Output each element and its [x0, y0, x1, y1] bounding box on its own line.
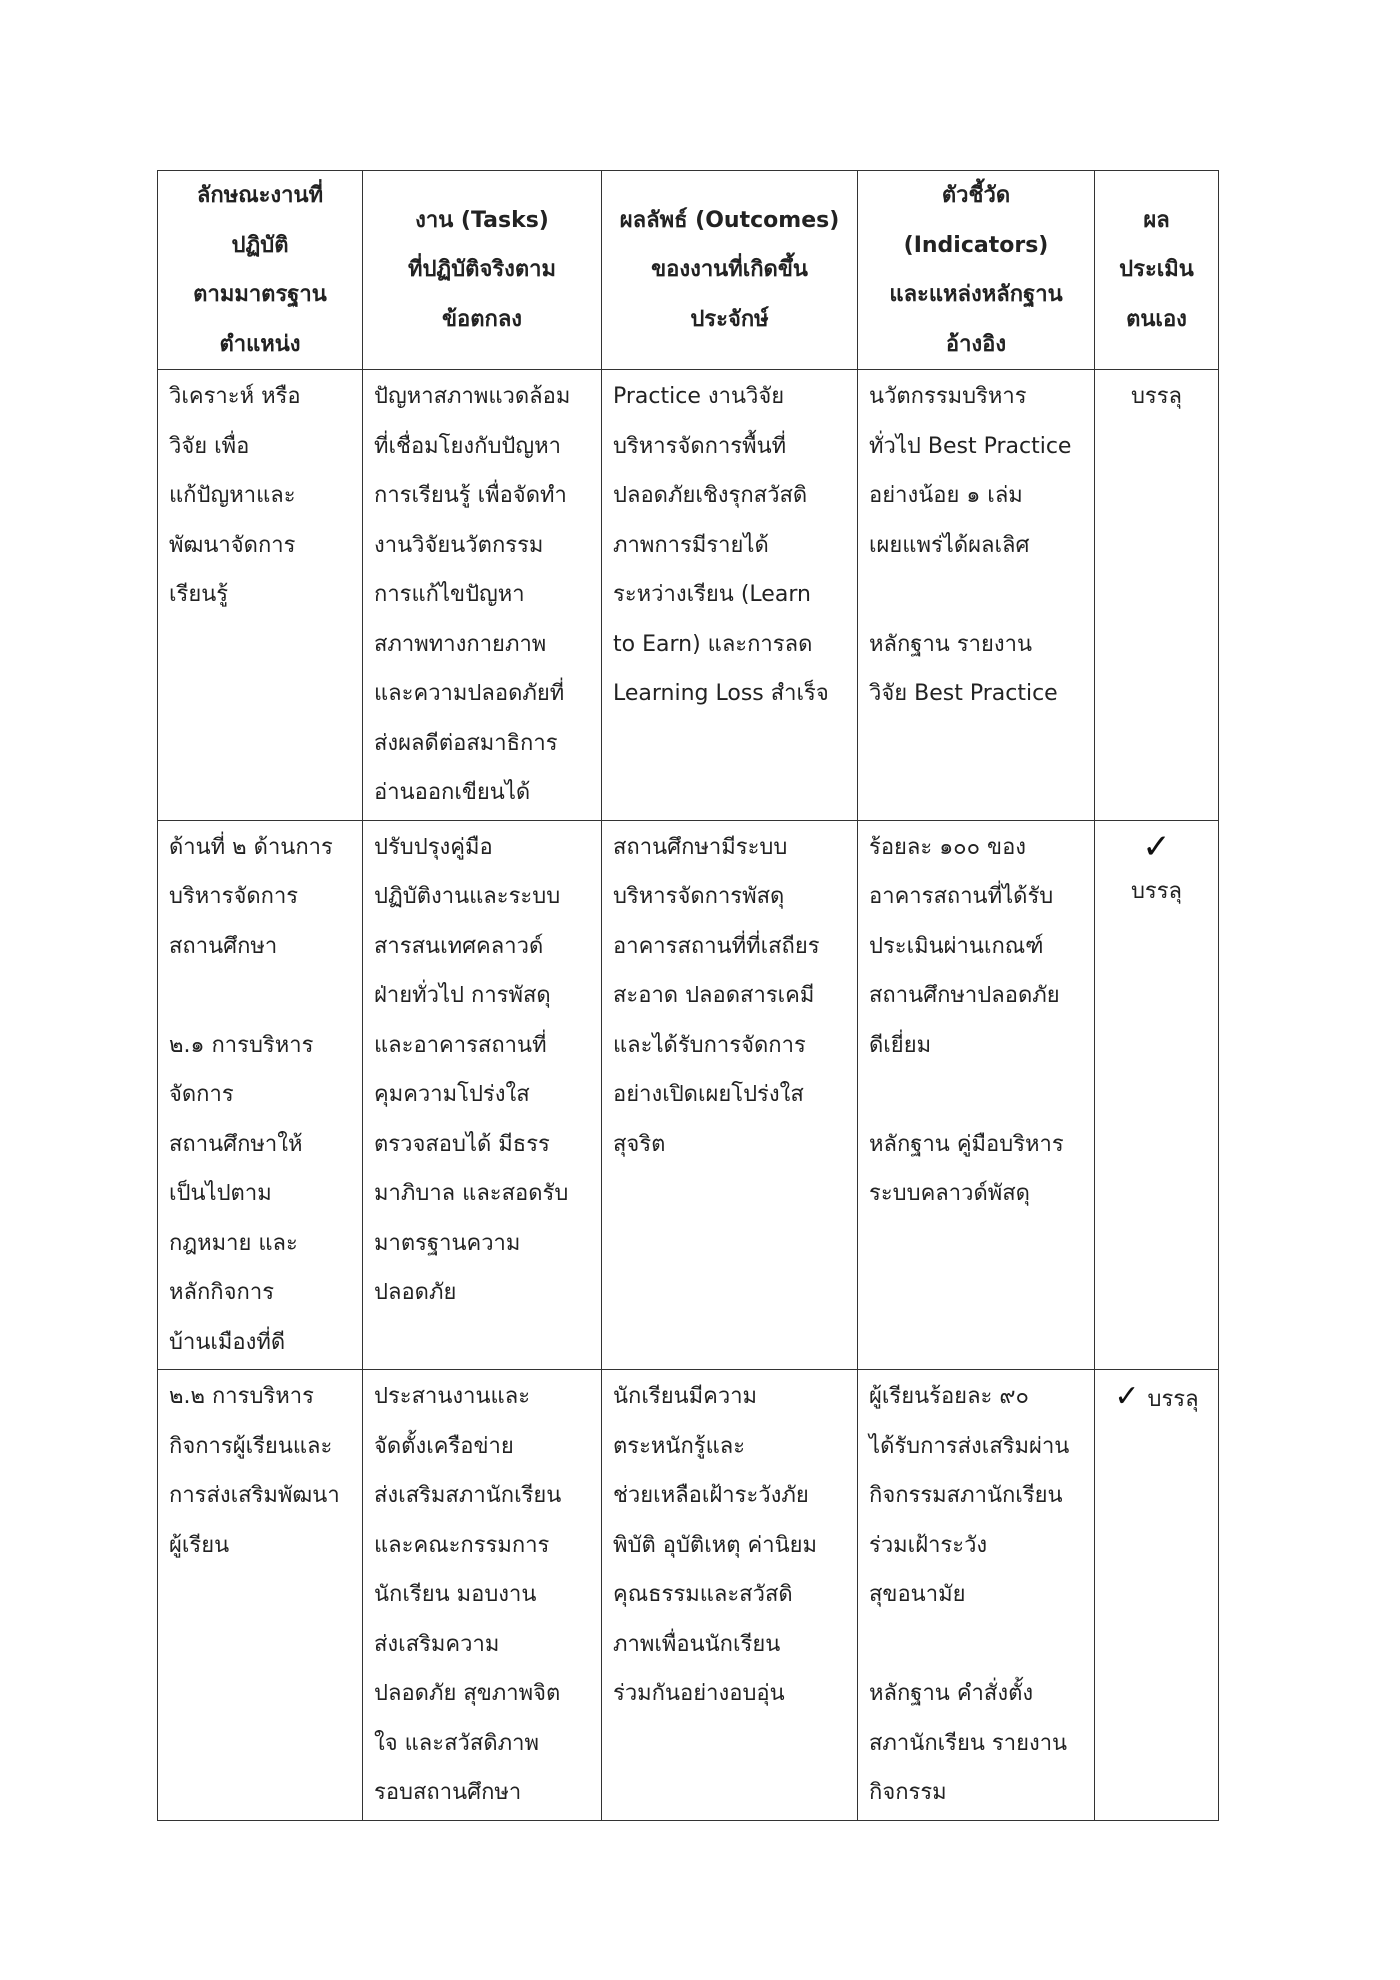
cell-line: สถานศึกษา — [169, 933, 278, 959]
cell-line: ประเมินผ่านเกณฑ์ — [869, 933, 1044, 959]
evidence-line: สภานักเรียน รายงาน — [869, 1730, 1068, 1756]
cell-line: แก้ปัญหาและ — [169, 483, 296, 508]
cell-line: Practice งานวิจัย — [613, 384, 785, 409]
cell-line: ปฏิบัติงานและระบบ — [374, 884, 561, 909]
cell-line: ด้านที่ ๒ ด้านการ — [169, 834, 333, 860]
task-cell — [363, 1370, 602, 1821]
cell-line: เผยแพร่ได้ผลเลิศ — [869, 532, 1030, 558]
cell-line: การส่งเสริมพัฒนา — [169, 1483, 340, 1508]
cell-line: ปัญหาสภาพแวดล้อม — [374, 384, 571, 409]
result-text: บรรลุ — [1130, 878, 1183, 904]
cell-line: พิบัติ อุบัติเหตุ ค่านิยม — [613, 1532, 818, 1558]
header-text: ประเมิน — [1119, 257, 1194, 283]
cell-line: ปลอดภัยเชิงรุกสวัสดิ — [613, 483, 808, 508]
cell-line: มาภิบาล และสอดรับ — [374, 1181, 569, 1206]
result-line — [1106, 1372, 1207, 1425]
header-text: ผล — [1143, 207, 1170, 233]
evidence-line: หลักฐาน คู่มือบริหาร — [869, 1131, 1064, 1157]
header-text: ประจักษ์ — [690, 306, 769, 332]
evaluation-table — [157, 170, 1219, 1821]
header-text: ผลลัพธ์ (Outcomes) — [619, 207, 840, 233]
cell-line: สารสนเทศคลาวด์ — [374, 933, 544, 959]
cell-line: ได้รับการส่งเสริมผ่าน — [869, 1433, 1070, 1459]
header-indicators — [858, 171, 1095, 370]
indicator-cell — [858, 370, 1095, 821]
cell-line: ส่งผลดีต่อสมาธิการ — [374, 730, 558, 756]
cell-line: ประสานงานและ — [374, 1384, 531, 1409]
cell-line: เป็นไปตาม — [169, 1181, 272, 1206]
cell-line: สถานศึกษามีระบบ — [613, 834, 788, 860]
cell-line: กิจการผู้เรียนและ — [169, 1433, 333, 1459]
cell-line: การแก้ไขปัญหา — [374, 582, 525, 607]
header-text: ลักษณะงานที่ — [196, 183, 324, 208]
cell-line: กฎหมาย และ — [169, 1230, 298, 1256]
cell-line: สุจริต — [613, 1131, 666, 1157]
header-text: อ้างอิง — [945, 331, 1007, 357]
cell-line: ดีเยี่ยม — [869, 1032, 932, 1058]
result-text: บรรลุ — [1147, 1387, 1199, 1412]
cell-line: มาตรฐานความ — [374, 1230, 521, 1256]
cell-line: สถานศึกษาปลอดภัย — [869, 983, 1060, 1008]
cell-line: ร่วมกันอย่างอบอุ่น — [613, 1681, 785, 1706]
evidence-line: วิจัย Best Practice — [869, 681, 1058, 706]
cell-line: ตรวจสอบได้ มีธรร — [374, 1131, 550, 1157]
table-row — [158, 820, 1219, 1370]
cell-line: ปลอดภัย — [374, 1280, 457, 1305]
cell-line: สุขอนามัย — [869, 1582, 966, 1607]
header-self-assessment — [1095, 171, 1219, 370]
indicator-cell — [858, 820, 1095, 1370]
cell-line: to Earn) และการลด — [613, 631, 813, 657]
cell-line: และคณะกรรมการ — [374, 1532, 550, 1558]
cell-line: วิเคราะห์ หรือ — [169, 384, 301, 409]
cell-line: ที่เชื่อมโยงกับปัญหา — [374, 433, 561, 459]
header-tasks — [363, 171, 602, 370]
cell-line: อาคารสถานที่ได้รับ — [869, 884, 1054, 909]
cell-line: ปลอดภัย สุขภาพจิต — [374, 1681, 561, 1706]
cell-line: บริหารจัดการพัสดุ — [613, 884, 785, 909]
header-row — [158, 171, 1219, 370]
header-text: ของงานที่เกิดขึ้น — [651, 257, 808, 283]
header-text: ตำแหน่ง — [219, 331, 301, 357]
evidence-line: ระบบคลาวด์พัสดุ — [869, 1181, 1030, 1206]
indicator-cell — [858, 1370, 1095, 1821]
cell-line: ส่งเสริมความ — [374, 1631, 500, 1657]
header-text: ปฏิบัติ — [231, 232, 289, 258]
cell-line: นวัตกรรมบริหาร — [869, 384, 1027, 409]
work-characteristic-cell — [158, 1370, 363, 1821]
cell-line: อย่างน้อย ๑ เล่ม — [869, 483, 1023, 508]
cell-line: ตระหนักรู้และ — [613, 1433, 746, 1459]
cell-line: ภาพการมีรายได้ — [613, 532, 769, 558]
spacer — [869, 1070, 1083, 1120]
cell-line: บริหารจัดการพื้นที่ — [613, 433, 787, 459]
header-text: งาน (Tasks) — [415, 207, 549, 233]
cell-line: ร้อยละ ๑๐๐ ของ — [869, 834, 1027, 860]
self-assessment-cell — [1095, 820, 1219, 1370]
cell-line: สถานศึกษาให้ — [169, 1131, 303, 1157]
header-text: (Indicators) — [903, 232, 1049, 258]
cell-line: บ้านเมืองที่ดี — [169, 1329, 286, 1355]
cell-line: จัดการ — [169, 1082, 234, 1107]
header-text: ตามมาตรฐาน — [193, 282, 327, 307]
outcome-cell — [602, 820, 858, 1370]
cell-line: ๒.๑ การบริหาร — [169, 1032, 314, 1058]
self-assessment-cell — [1095, 1370, 1219, 1821]
cell-line: และได้รับการจัดการ — [613, 1032, 806, 1058]
checkmark-icon: ✓ — [1142, 826, 1171, 867]
cell-line: สภาพทางกายภาพ — [374, 631, 547, 657]
header-work-characteristics — [158, 171, 363, 370]
cell-line: อ่านออกเขียนได้ — [374, 780, 531, 805]
cell-line: พัฒนาจัดการ — [169, 532, 296, 558]
cell-line: ๒.๒ การบริหาร — [169, 1384, 314, 1409]
evidence-line: หลักฐาน รายงาน — [869, 631, 1033, 657]
cell-line: เรียนรู้ — [169, 582, 229, 607]
header-text: ที่ปฏิบัติจริงตาม — [407, 257, 557, 283]
cell-line: นักเรียนมีความ — [613, 1384, 758, 1409]
header-text: และแหล่งหลักฐาน — [889, 282, 1063, 307]
header-text: ตัวชี้วัด — [941, 183, 1011, 208]
cell-line: ภาพเพื่อนนักเรียน — [613, 1631, 781, 1657]
cell-line: นักเรียน มอบงาน — [374, 1582, 537, 1607]
cell-line: การเรียนรู้ เพื่อจัดทำ — [374, 483, 567, 508]
cell-line: และความปลอดภัยที่ — [374, 681, 565, 706]
cell-line: อย่างเปิดเผยโปร่งใส — [613, 1082, 804, 1107]
cell-line: ผู้เรียนร้อยละ ๙๐ — [869, 1384, 1029, 1409]
cell-line: อาคารสถานที่ที่เสถียร — [613, 933, 820, 959]
spacer — [869, 1620, 1083, 1670]
checkmark-icon: ✓ — [1114, 1379, 1140, 1414]
result-text: บรรลุ — [1130, 384, 1183, 409]
cell-line: รอบสถานศึกษา — [374, 1780, 522, 1805]
cell-line: หลักกิจการ — [169, 1280, 275, 1305]
spacer — [869, 570, 1083, 620]
cell-line: กิจกรรมสภานักเรียน — [869, 1483, 1063, 1508]
cell-line: ปรับปรุงคู่มือ — [374, 834, 493, 860]
cell-line: ทั่วไป Best Practice — [869, 433, 1072, 459]
outcome-cell — [602, 1370, 858, 1821]
cell-line: ฝ่ายทั่วไป การพัสดุ — [374, 983, 551, 1008]
cell-line: ระหว่างเรียน (Learn — [613, 582, 811, 607]
work-characteristic-cell — [158, 370, 363, 821]
cell-line: ใจ และสวัสดิภาพ — [374, 1730, 539, 1756]
cell-line: คุมความโปร่งใส — [374, 1082, 530, 1107]
evidence-line: หลักฐาน คำสั่งตั้ง — [869, 1681, 1034, 1706]
cell-line: วิจัย เพื่อ — [169, 433, 250, 459]
self-assessment-cell — [1095, 370, 1219, 821]
cell-line: ส่งเสริมสภานักเรียน — [374, 1483, 562, 1508]
task-cell — [363, 370, 602, 821]
evidence-line: กิจกรรม — [869, 1780, 947, 1805]
spacer — [169, 971, 351, 1021]
cell-line: จัดตั้งเครือข่าย — [374, 1433, 514, 1459]
cell-line: ผู้เรียน — [169, 1532, 230, 1558]
cell-line: งานวิจัยนวัตกรรม — [374, 532, 544, 558]
task-cell — [363, 820, 602, 1370]
outcome-cell — [602, 370, 858, 821]
cell-line: สะอาด ปลอดสารเคมี — [613, 983, 815, 1008]
cell-line: และอาคารสถานที่ — [374, 1032, 547, 1058]
header-text: ตนเอง — [1126, 306, 1187, 332]
cell-line: Learning Loss สำเร็จ — [613, 681, 829, 706]
cell-line: ร่วมเฝ้าระวัง — [869, 1532, 988, 1558]
header-outcomes — [602, 171, 858, 370]
header-text: ข้อตกลง — [441, 306, 523, 332]
table-row — [158, 370, 1219, 821]
table-row — [158, 1370, 1219, 1821]
cell-line: คุณธรรมและสวัสดิ — [613, 1582, 793, 1607]
cell-line: ช่วยเหลือเฝ้าระวังภัย — [613, 1483, 809, 1508]
work-characteristic-cell — [158, 820, 363, 1370]
cell-line: บริหารจัดการ — [169, 884, 299, 909]
